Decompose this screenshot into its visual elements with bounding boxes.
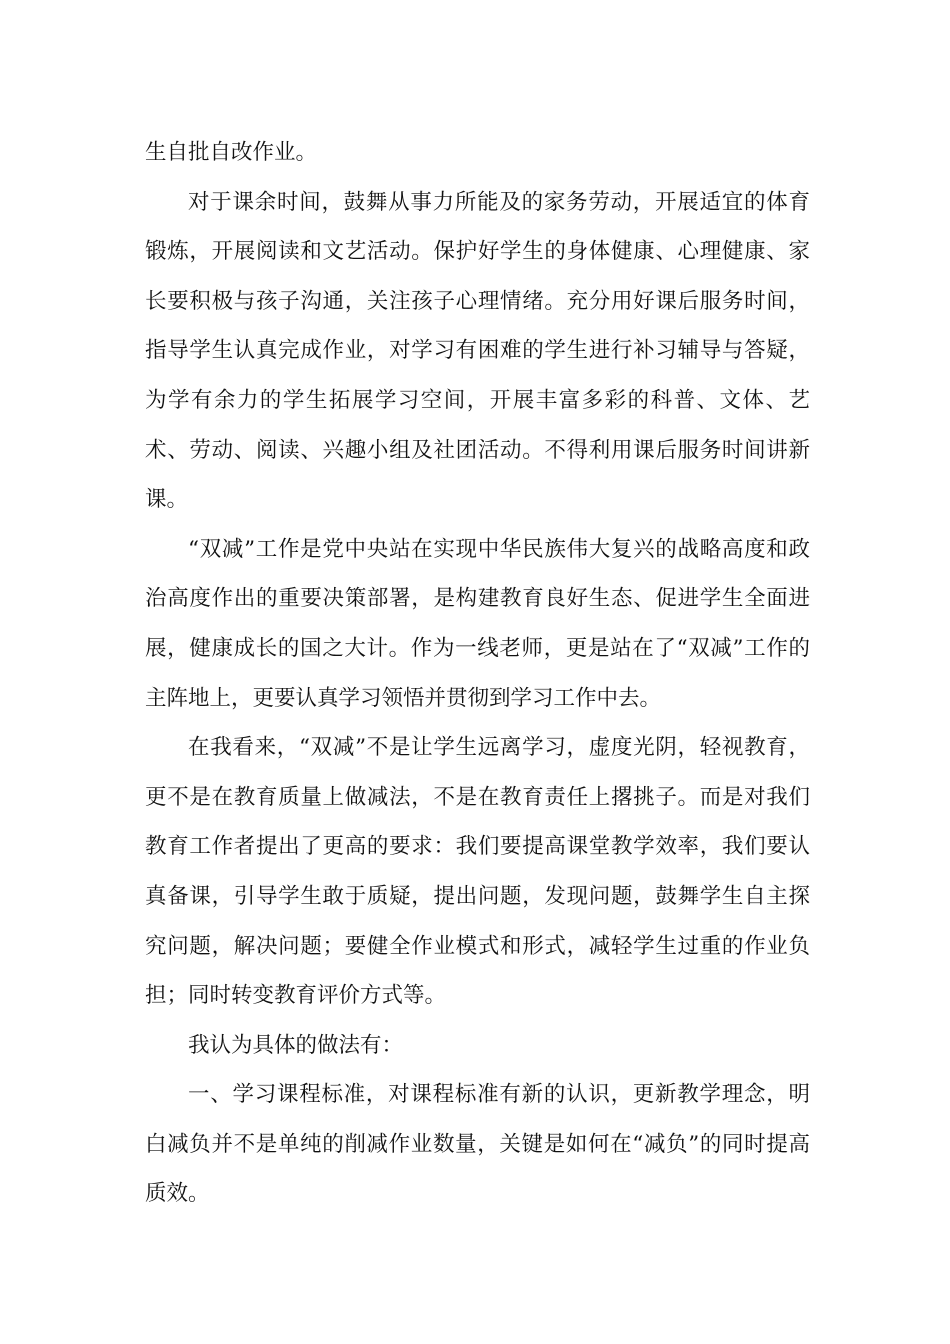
document-body — [145, 128, 810, 1219]
paragraph-5: 我认为具体的做法有： — [188, 1032, 404, 1058]
paragraph-2: 对于课余时间，鼓舞从事力所能及的家务劳动，开展适宜的体育锻炼，开展阅读和文艺活动。保护好学生的身体健康、心理健康、家长要积极与孩子沟通，关注孩子心理情绪。充分用好课后服务时间，指导学生认真完成作业，对学习有困难的学生进行补习辅导与答疑，为学有余力的学生拓展学习空间，开展丰富多彩的科普、文体、艺术、劳动、阅读、兴趣小组及社团活动。不得利用课后服务时间讲新课。 — [145, 189, 810, 513]
paragraph-6: 一、学习课程标准，对课程标准有新的认识，更新教学理念，明白减负并不是单纯的削减作业数量，关键是如何在“减负”的同时提高质效。 — [145, 1082, 810, 1207]
paragraph-3: “双减”工作是党中央站在实现中华民族伟大复兴的战略高度和政治高度作出的重要决策部署，是构建教育良好生态、促进学生全面进展，健康成长的国之大计。作为一线老师，更是站在了“双减”工作的主阵地上，更要认真学习领悟并贯彻到学习工作中去。 — [145, 536, 810, 711]
paragraph-4: 在我看来，“双减”不是让学生远离学习，虚度光阴，轻视教育，更不是在教育质量上做减法，不是在教育责任上撂挑子。而是对我们教育工作者提出了更高的要求：我们要提高课堂教学效率，我们要认真备课，引导学生敢于质疑，提出问题，发现问题，鼓舞学生自主探究问题，解决问题；要健全作业模式和形式，减轻学生过重的作业负担；同时转变教育评价方式等。 — [145, 735, 810, 1009]
paragraph-1: 生自批自改作业。 — [145, 140, 318, 165]
